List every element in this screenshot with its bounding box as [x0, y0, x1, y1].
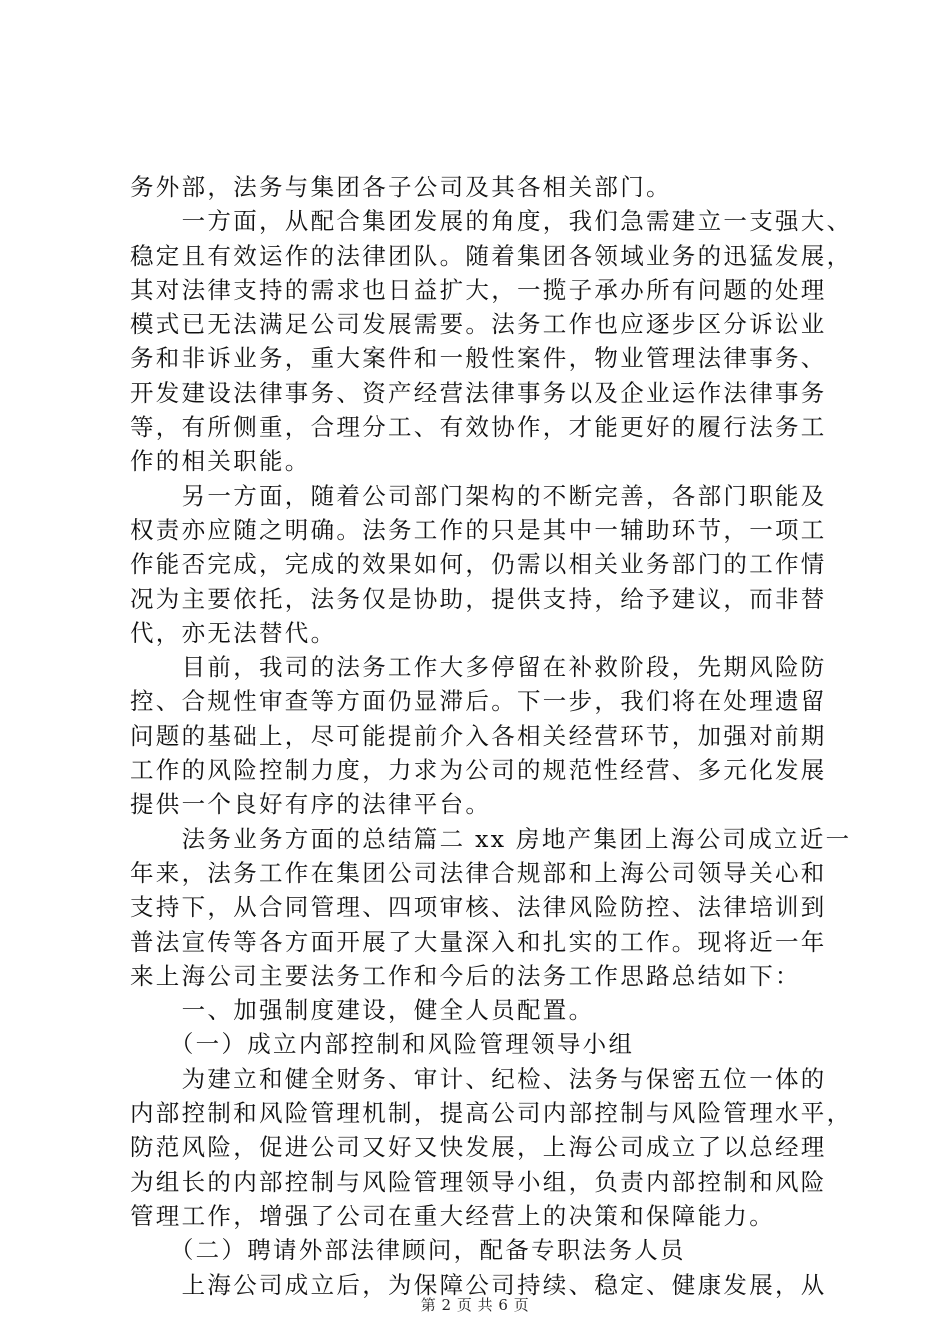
text-line: 权责亦应随之明确。法务工作的只是其中一辅助环节，一项工 — [130, 515, 827, 544]
text-line: （一）成立内部控制和风险管理领导小组 — [130, 1030, 635, 1059]
text-line: 务外部，法务与集团各子公司及其各相关部门。 — [130, 173, 672, 201]
text-line: 工作的风险控制力度，力求为公司的规范性经营、多元化发展 — [130, 756, 827, 785]
text-line: 其对法律支持的需求也日益扩大，一揽子承办所有问题的处理 — [130, 275, 827, 304]
text-line: 普法宣传等各方面开展了大量深入和扎实的工作。现将近一年 — [130, 927, 827, 956]
text-line: 稳定且有效运作的法律团队。随着集团各领域业务的迅猛发展， — [130, 241, 853, 270]
text-line: 为建立和健全财务、审计、纪检、法务与保密五位一体的 — [130, 1064, 827, 1093]
text-line: 作的相关职能。 — [130, 447, 311, 476]
text-line: 为组长的内部控制与风险管理领导小组，负责内部控制和风险 — [130, 1167, 827, 1196]
page-footer: 第 2 页 共 6 页 — [420, 1296, 530, 1314]
text-line: 作能否完成，完成的效果如何，仍需以相关业务部门的工作情 — [130, 550, 827, 579]
document-body — [130, 170, 853, 1302]
text-line: 年来，法务工作在集团公司法律合规部和上海公司领导关心和 — [130, 858, 827, 887]
text-line: 法务业务方面的总结篇二 xx 房地产集团上海公司成立近一 — [130, 824, 852, 853]
text-line: 一方面，从配合集团发展的角度，我们急需建立一支强大、 — [130, 207, 853, 236]
text-line: 来上海公司主要法务工作和今后的法务工作思路总结如下： — [130, 961, 801, 990]
text-line: 目前，我司的法务工作大多停留在补救阶段，先期风险防 — [130, 653, 827, 682]
text-line: 另一方面，随着公司部门架构的不断完善，各部门职能及 — [130, 481, 827, 510]
text-line: 问题的基础上，尽可能提前介入各相关经营环节，加强对前期 — [130, 721, 827, 750]
text-line: 开发建设法律事务、资产经营法律事务以及企业运作法律事务 — [130, 378, 827, 407]
text-line: 代，亦无法替代。 — [130, 618, 337, 647]
text-line: 等，有所侧重，合理分工、有效协作，才能更好的履行法务工 — [130, 413, 827, 442]
text-line: 上海公司成立后，为保障公司持续、稳定、健康发展，从 — [130, 1270, 827, 1299]
text-line: 支持下，从合同管理、四项审核、法律风险防控、法律培训到 — [130, 893, 827, 922]
text-line: 务和非诉业务，重大案件和一般性案件，物业管理法律事务、 — [130, 344, 827, 373]
text-line: 况为主要依托，法务仅是协助，提供支持，给予建议，而非替 — [130, 584, 827, 613]
text-line: 一、加强制度建设，健全人员配置。 — [130, 996, 595, 1025]
text-line: 控、合规性审查等方面仍显滞后。下一步，我们将在处理遗留 — [130, 687, 827, 716]
text-line: 模式已无法满足公司发展需要。法务工作也应逐步区分诉讼业 — [130, 310, 827, 339]
text-line: 提供一个良好有序的法律平台。 — [130, 790, 492, 819]
text-line: （二）聘请外部法律顾问，配备专职法务人员 — [130, 1236, 686, 1265]
text-line: 管理工作，增强了公司在重大经营上的决策和保障能力。 — [130, 1201, 775, 1230]
text-line: 内部控制和风险管理机制，提高公司内部控制与风险管理水平， — [130, 1099, 853, 1128]
text-line: 防范风险，促进公司又好又快发展，上海公司成立了以总经理 — [130, 1133, 827, 1162]
